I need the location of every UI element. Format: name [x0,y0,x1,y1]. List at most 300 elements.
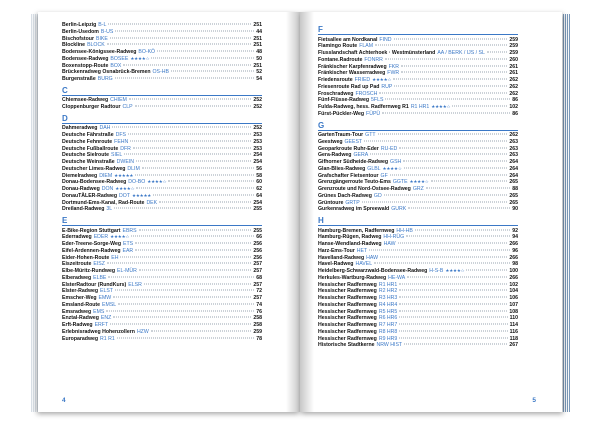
leader-dots [398,243,508,244]
index-entry [62,29,262,36]
route-name: Flamingo Route [318,43,358,50]
route-code: 3L [106,206,113,213]
page-ref: 90 [512,206,518,213]
leader-dots [385,58,508,59]
index-entry [318,241,518,248]
page-ref: 266 [509,241,518,247]
route-code: R1 HR1 [410,104,430,110]
index-entry [62,139,262,146]
leader-dots [407,276,507,277]
route-code: ETS [123,241,134,247]
route-name: Blockline [62,42,86,49]
index-entry [318,329,518,336]
index-entry [62,261,262,268]
leader-dots [159,201,251,202]
page-ref: 107 [509,301,518,308]
page-ref: 44 [256,28,262,35]
star-rating: ★★★★☆ [431,104,451,109]
route-code: DFR [120,145,131,152]
page-ref: 255 [253,227,262,234]
index-entry [318,57,518,64]
route-code: R4 HR4 [378,301,398,308]
index-entry [62,22,262,29]
page-ref: 256 [253,241,262,247]
route-code: ERFT [94,322,109,328]
leader-dots [487,52,507,53]
route-code: GEEST [344,138,363,145]
route-name: Eifel-Ardennen-Radweg [62,247,121,254]
route-code: EMSL [102,301,117,308]
index-entry [62,302,262,309]
page-ref: 261 [509,63,518,70]
index-entry [318,132,518,139]
page-ref: 102 [509,281,518,288]
index-entry [62,315,262,322]
route-name: Hessischer Radfernweg [318,335,377,342]
leader-dots [135,243,251,244]
route-name: Flusslandschaft Achterhoek · Westmünsterland [318,50,436,56]
index-entry [318,248,518,255]
route-name: Deutsche Sielroute [62,152,109,159]
index-entry [318,193,518,200]
page-ref: 78 [256,335,262,342]
route-code: HH-RÜG [383,234,405,241]
leader-dots [408,208,510,209]
leader-dots [144,283,252,284]
route-name: Harz-Ems-Tour [318,247,355,254]
left-page-edges [31,14,38,412]
route-code: R8 HR8 [378,328,398,335]
route-code: NRW HIST [376,342,403,349]
route-name: Boxenstopp-Route [62,62,109,69]
index-entry [62,159,262,166]
route-name: Enztal-Radweg [62,315,99,322]
route-code: SIEL [111,152,123,159]
index-entry [318,146,518,153]
route-code: H-S-B [429,268,444,274]
route-name: Eiszeitroute [62,261,92,268]
index-entry [318,111,518,118]
route-name: Geestweg [318,138,343,145]
page-ref: 267 [509,342,518,349]
page-ref: 264 [509,172,518,179]
route-code: DOT [119,192,130,199]
index-entry [318,43,518,50]
route-name: ElsterRadtour (RundKurs) [62,281,127,288]
route-name: Dahmeradweg [62,125,98,132]
route-name: Elbe-Müritz-Rundweg [62,268,116,274]
right-page-number: 5 [532,397,536,404]
route-name: Herkules-Wartburg-Radweg [318,274,387,281]
index-entry [62,193,262,200]
index-entry [318,206,518,213]
leader-dots [123,64,251,65]
route-name: Hessischer Radfernweg [318,301,377,308]
page-ref: 251 [253,35,262,42]
page-ref: 86 [512,97,518,104]
leader-dots [114,208,251,209]
page-ref: 106 [509,295,518,301]
route-name: Deutsche Weinstraße [62,159,115,165]
route-name: Berlin-Usedom [62,28,99,35]
leader-dots [431,181,508,182]
index-entry [62,186,262,193]
leader-dots [130,140,251,141]
leader-dots [108,276,254,277]
page-ref: 98 [512,261,518,268]
route-name: Fränkischer Wasserradweg [318,70,386,77]
index-entry [62,336,262,343]
route-code: EL-MÜR [117,268,137,274]
index-entry [62,282,262,289]
leader-dots [374,263,510,264]
page-ref: 88 [512,186,518,192]
page-ref: 262 [509,90,518,97]
index-entry [318,309,518,316]
leader-dots [399,317,507,318]
route-name: Friedensroute [318,77,353,83]
star-rating: ★★★★★ [114,172,134,178]
index-entry [62,179,262,186]
index-entry [62,146,262,153]
leader-dots [415,229,510,230]
page-ref: 100 [509,268,518,274]
index-entry [62,268,262,275]
page-ref: 253 [253,138,262,145]
route-name: Gifhorner Südheide-Radweg [318,159,389,165]
leader-dots [135,174,254,175]
leader-dots [399,283,507,284]
route-code: GSH [390,159,402,165]
route-code: GRTP [345,199,360,206]
page-ref: 48 [256,49,262,55]
index-entry [62,97,262,104]
leader-dots [393,79,507,80]
leader-dots [139,270,251,271]
route-name: Brückenradweg Osnabrück-Bremen [62,69,151,76]
page-ref: 263 [509,145,518,152]
index-entry [62,255,262,262]
leader-dots [404,344,507,345]
leader-dots [113,317,251,318]
leader-dots [369,249,510,250]
route-code: FRIED [354,77,371,83]
route-code: BOSEE [110,55,129,62]
route-name: Donau-Radweg [62,186,100,192]
leader-dots [452,106,507,107]
leader-dots [157,51,254,52]
route-code: HH-HB [396,227,413,234]
right-page-edges [562,14,570,412]
index-entry [62,166,262,173]
route-code: EISZ [93,261,105,268]
page-ref: 262 [509,132,518,138]
route-code: FIND [379,36,392,43]
index-entry [318,282,518,289]
route-code: BO-KÖ [138,49,156,55]
route-code: FLAM [359,43,374,50]
route-code: GTT [365,132,376,138]
route-name: Fürst-Pückler-Weg [318,110,365,117]
index-entry [318,228,518,235]
page-ref: 102 [509,104,518,110]
leader-dots [110,324,251,325]
route-code: CLP [122,104,133,110]
page-ref: 252 [253,104,262,110]
route-code: RU-ED [380,145,398,152]
leader-dots [136,188,254,189]
index-entry [318,159,518,166]
page-ref: 259 [509,50,518,56]
route-code: FONRR [364,56,383,63]
left-page [38,12,300,412]
route-name: Grenzgängerroute Teuto-Ems [318,179,391,186]
page-ref: 96 [512,247,518,254]
left-index-list [62,22,262,342]
index-entry [318,342,518,349]
route-code: BIKE [96,35,108,42]
route-code: DO-BO [128,179,146,186]
star-rating: ★★★★☆ [445,268,465,273]
index-entry [318,275,518,282]
index-entry [318,37,518,44]
section-letter: E [62,216,262,226]
leader-dots [142,167,254,168]
page-ref: 60 [256,179,262,186]
right-page [300,12,562,412]
leader-dots [115,290,254,291]
section-letter: H [318,216,518,226]
leader-dots [399,303,507,304]
leader-dots [399,297,507,298]
leader-dots [113,297,251,298]
route-name: Grüntoure [318,199,344,206]
route-name: Elberadweg [62,274,92,281]
page-ref: 259 [509,36,518,43]
page-ref: 110 [509,315,518,322]
index-entry [318,64,518,71]
route-name: Froschradweg [318,90,354,97]
page-ref: 114 [509,322,518,328]
page-ref: 262 [509,77,518,83]
leader-dots [364,140,507,141]
route-name: Bodensee-Königssee-Radweg [62,49,137,55]
route-code: AA / BERK / IJS / SL [437,50,485,56]
route-name: Hessischer Radfernweg [318,328,377,335]
index-entry [62,76,262,83]
route-name: Deutscher Limes-Radweg [62,165,126,172]
page-ref: 104 [509,288,518,295]
route-code: HAVEL [355,261,373,268]
index-entry [318,200,518,207]
route-code: DWEIN [116,159,134,165]
route-name: Fränkischer Karpfenradweg [318,63,387,70]
index-entry [62,234,262,241]
route-name: Hessischer Radfernweg [318,288,377,295]
leader-dots [384,194,508,195]
index-entry [318,234,518,241]
route-name: Friesenroute Rad up Pad [318,83,380,90]
leader-dots [168,181,254,182]
leader-dots [151,330,252,331]
index-entry [318,173,518,180]
leader-dots [118,303,254,304]
route-code: GF [380,172,388,179]
route-code: ELBE [93,274,107,281]
route-code: FÜPÜ [366,110,381,117]
route-name: Hanse-Wendland-Radweg [318,241,382,247]
page-ref: 54 [256,76,262,82]
route-code: B-L [98,22,107,28]
leader-dots [171,71,254,72]
route-name: E-Bike-Region Stuttgart [62,227,121,234]
route-name: Fulda-Radweg, hess. Radfernweg R1 [318,104,409,110]
index-entry [318,139,518,146]
route-code: BOX [110,62,122,69]
route-name: Dreiland-Radweg [62,206,105,213]
route-name: Hamburg-Rügen, Radweg [318,234,382,241]
index-entry [62,125,262,132]
index-entry [318,77,518,84]
route-name: Europaradweg [62,335,99,342]
leader-dots [112,127,251,128]
route-name: Havel-Radweg [318,261,354,268]
route-name: Fontane.Radroute [318,56,363,63]
page-ref: 262 [509,83,518,90]
route-code: B-US [100,28,114,35]
page-ref: 50 [256,55,262,62]
star-rating: ★★★★☆ [372,77,392,82]
page-ref: 76 [256,308,262,315]
route-code: EMS [93,308,105,315]
leader-dots [403,161,507,162]
leader-dots [370,154,507,155]
leader-dots [124,154,251,155]
page-ref: 68 [256,274,262,281]
route-code: FEHN [114,138,129,145]
index-entry [62,275,262,282]
index-entry [318,322,518,329]
page-ref: 254 [253,199,262,206]
index-entry [62,104,262,111]
route-name: Hessischer Radfernweg [318,308,377,315]
page-ref: 260 [509,56,518,63]
page-ref: 254 [253,152,262,159]
route-name: Dortmund-Ems-Kanal, Rad-Route [62,199,145,206]
leader-dots [135,249,251,250]
leader-dots [117,337,254,338]
route-name: GartenTraum-Tour [318,132,364,138]
leader-dots [115,78,254,79]
leader-dots [378,134,508,135]
page-ref: 56 [256,165,262,172]
page-ref: 257 [253,268,262,274]
page-ref: 257 [253,261,262,268]
book-gutter [286,12,314,412]
route-name: Gurkenradweg im Spreewald [318,206,390,213]
page-ref: 108 [509,308,518,315]
leader-dots [382,112,510,113]
route-code: GERA [353,152,369,159]
route-name: Heidelberg-Schwarzwald-Bodensee-Radweg [318,268,428,274]
right-index-list [318,22,518,349]
route-code: DLIM [127,165,140,172]
leader-dots [107,263,251,264]
star-rating: ★★★★☆ [130,55,150,61]
index-entry [318,186,518,193]
page-ref: 263 [509,152,518,159]
route-code: R1 R1 [100,335,115,342]
index-entry [318,91,518,98]
route-name: Fünf-Flüsse-Radweg [318,97,370,104]
page-ref: 265 [509,179,518,186]
index-entry [318,336,518,343]
route-code: HAW [383,241,396,247]
page-ref: 52 [256,69,262,76]
page-ref: 86 [512,110,518,117]
index-entry [62,69,262,76]
page-ref: 266 [509,254,518,261]
route-code: DEK [146,199,158,206]
leader-dots [394,85,507,86]
index-entry [318,84,518,91]
leader-dots [128,134,251,135]
page-ref: 261 [509,70,518,77]
leader-dots [375,45,507,46]
page-ref: 258 [253,315,262,322]
index-entry [62,288,262,295]
leader-dots [385,99,510,100]
leader-dots [401,72,507,73]
route-code: FWR [387,70,400,77]
page-ref: 118 [509,335,518,342]
index-entry [62,56,262,63]
leader-dots [133,147,251,148]
index-entry [62,200,262,207]
index-entry [62,63,262,70]
star-rating: ★★★★★ [132,192,152,198]
page-ref: 256 [253,247,262,254]
route-name: Hessischer Radfernweg [318,322,377,328]
index-entry [62,152,262,159]
route-name: Glan-Blies-Radweg [318,165,366,172]
route-name: Deutsche Fährstraße [62,132,114,138]
leader-dots [466,270,507,271]
star-rating: ★★★★☆ [382,165,402,171]
page-ref: 258 [253,322,262,328]
route-name: Havelland-Radweg [318,254,365,261]
route-code: R7 HR7 [378,322,398,328]
route-name: Emsland-Route [62,301,101,308]
page-ref: 259 [253,328,262,335]
route-code: RUP [381,83,393,90]
index-entry [62,241,262,248]
page-ref: 66 [256,234,262,241]
route-code: BLOCK [87,42,105,49]
index-entry [318,70,518,77]
leader-dots [380,256,507,257]
route-name: DonauTÄLER-Radweg [62,192,118,199]
leader-dots [401,65,507,66]
leader-dots [399,310,507,311]
route-code: DFS [115,132,126,138]
route-name: Hamburg-Bremen, Radfernweg [318,227,395,234]
route-code: ENZ [100,315,112,322]
page-ref: 264 [509,165,518,172]
route-name: Cloppenburger Radtour [62,104,121,110]
index-entry [62,132,262,139]
route-code: R9 HR9 [378,335,398,342]
